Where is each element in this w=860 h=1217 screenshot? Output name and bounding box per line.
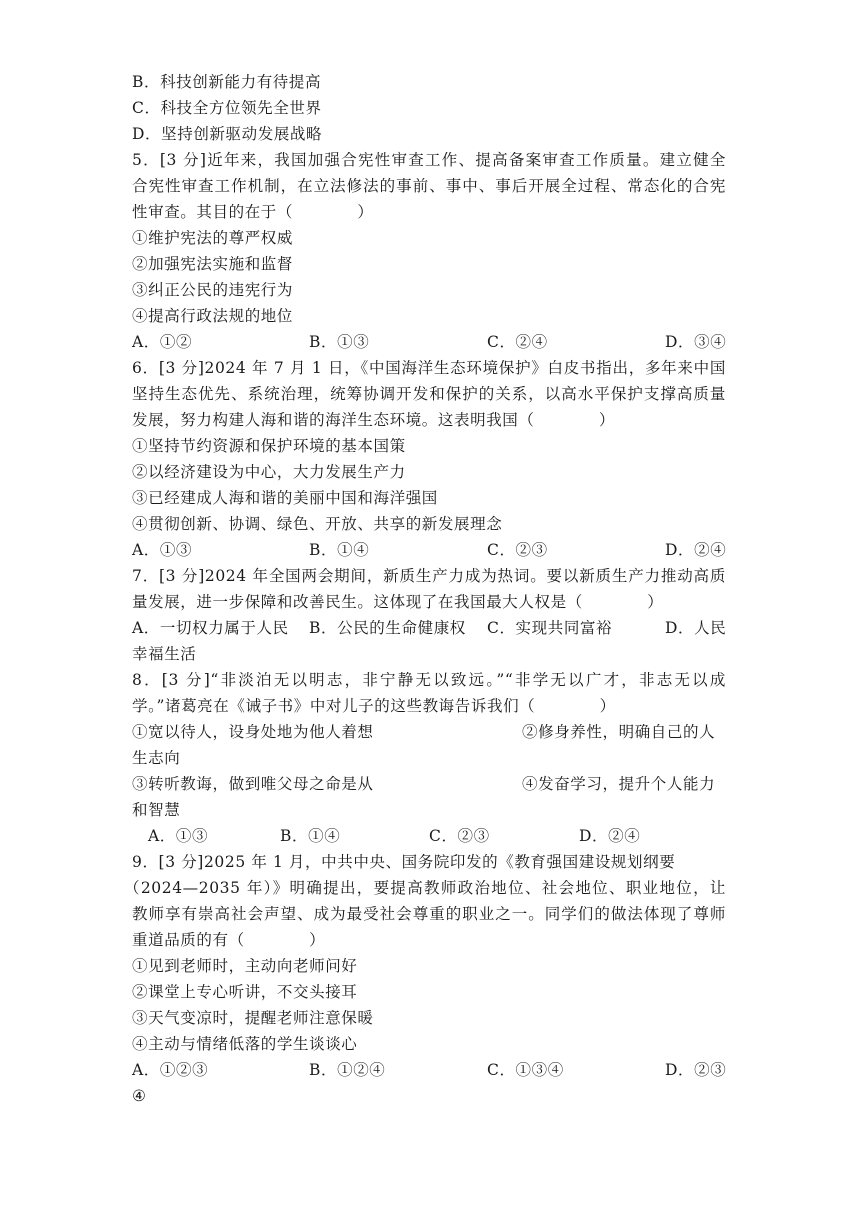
q9-option-d: D．②③ bbox=[665, 1061, 727, 1079]
q9-item-3: ③天气变凉时，提醒老师注意保暖 bbox=[132, 1009, 374, 1027]
q4-option-b: B．科技创新能力有待提高 bbox=[132, 73, 322, 91]
q7-option-d: D．人民 bbox=[665, 619, 727, 637]
q7-option-c: C．实现共同富裕 bbox=[487, 619, 613, 637]
q8-item-1: ①宽以待人，设身处地为他人着想 bbox=[132, 723, 374, 741]
q5-item-2: ②加强宪法实施和监督 bbox=[132, 255, 294, 273]
q8-stem-line-2: 学。”诸葛亮在《诫子书》中对儿子的这些教诲告诉我们（ ） bbox=[132, 697, 616, 715]
q7-stem-line-2: 量发展，进一步保障和改善民生。这体现了在我国最大人权是（ ） bbox=[132, 593, 664, 611]
q6-option-d: D．②④ bbox=[665, 541, 727, 559]
q6-stem-line-1: 6．[3 分]2024 年 7 月 1 日，《中国海洋生态环境保护》白皮书指出，多年来中国 bbox=[132, 359, 726, 377]
q9-item-1: ①见到老师时，主动向老师问好 bbox=[132, 957, 358, 975]
q8-option-c: C．②③ bbox=[429, 827, 490, 845]
q5-stem-line-1: 5．[3 分]近年来，我国加强合宪性审查工作、提高备案审查工作质量。建立健全 bbox=[132, 151, 726, 169]
q9-option-c: C．①③④ bbox=[487, 1061, 564, 1079]
q9-option-b: B．①②④ bbox=[309, 1061, 386, 1079]
q6-option-a: A．①③ bbox=[132, 541, 193, 559]
q5-option-c: C．②④ bbox=[487, 333, 548, 351]
q9-option-a: A．①②③ bbox=[132, 1061, 209, 1079]
q7-option-b: B．公民的生命健康权 bbox=[309, 619, 466, 637]
q8-option-b: B．①④ bbox=[280, 827, 341, 845]
q9-item-4: ④主动与情绪低落的学生谈谈心 bbox=[132, 1035, 358, 1053]
q6-stem-line-2: 坚持生态优先、系统治理，统筹协调开发和保护的关系，以高水平保护支撑高质量 bbox=[132, 385, 726, 403]
q5-item-4: ④提高行政法规的地位 bbox=[132, 307, 294, 325]
q8-item-4: ④发奋学习，提升个人能力 bbox=[522, 775, 716, 793]
q8-item-4-continued: 和智慧 bbox=[132, 801, 181, 819]
q6-item-1: ①坚持节约资源和保护环境的基本国策 bbox=[132, 437, 406, 455]
q9-stem-line-4: 重道品质的有（ ） bbox=[132, 931, 326, 949]
q9-stem-line-1: 9．[3 分]2025 年 1 月，中共中央、国务院印发的《教育强国建设规划纲要 bbox=[132, 853, 676, 871]
q6-option-c: C．②③ bbox=[487, 541, 548, 559]
q6-stem-line-3: 发展，努力构建人海和谐的海洋生态环境。这表明我国（ ） bbox=[132, 411, 616, 429]
q7-stem-line-1: 7．[3 分]2024 年全国两会期间，新质生产力成为热词。要以新质生产力推动高质 bbox=[132, 567, 726, 585]
q5-option-b: B．①③ bbox=[309, 333, 370, 351]
q4-option-d: D．坚持创新驱动发展战略 bbox=[132, 125, 323, 143]
q8-stem-line-1: 8．[3 分]“非淡泊无以明志，非宁静无以致远。”“非学无以广才，非志无以成 bbox=[132, 671, 726, 689]
q8-item-3: ③转听教诲，做到唯父母之命是从 bbox=[132, 775, 374, 793]
q7-option-d-continued: 幸福生活 bbox=[132, 645, 197, 663]
q9-option-d-continued: ④ bbox=[132, 1087, 147, 1105]
q8-option-a: A．①③ bbox=[148, 827, 209, 845]
q8-item-2-continued: 生志向 bbox=[132, 749, 181, 767]
q7-option-a: A．一切权力属于人民 bbox=[132, 619, 289, 637]
q5-option-a: A．①② bbox=[132, 333, 193, 351]
q5-item-3: ③纠正公民的违宪行为 bbox=[132, 281, 294, 299]
q6-item-4: ④贯彻创新、协调、绿色、开放、共享的新发展理念 bbox=[132, 515, 503, 533]
q9-item-2: ②课堂上专心听讲，不交头接耳 bbox=[132, 983, 358, 1001]
q5-option-d: D．③④ bbox=[665, 333, 727, 351]
q6-item-2: ②以经济建设为中心，大力发展生产力 bbox=[132, 463, 406, 481]
q5-item-1: ①维护宪法的尊严权威 bbox=[132, 229, 294, 247]
q5-stem-line-2: 合宪性审查工作机制，在立法修法的事前、事中、事后开展全过程、常态化的合宪 bbox=[132, 177, 726, 195]
q9-stem-line-3: 教师享有崇高社会声望、成为最受社会尊重的职业之一。同学们的做法体现了尊师 bbox=[132, 905, 726, 923]
q8-item-2: ②修身养性，明确自己的人 bbox=[522, 723, 716, 741]
q6-item-3: ③已经建成人海和谐的美丽中国和海洋强国 bbox=[132, 489, 438, 507]
q8-option-d: D．②④ bbox=[579, 827, 641, 845]
q5-stem-line-3: 性审查。其目的在于（ ） bbox=[132, 203, 374, 221]
q9-stem-line-2: （2024—2035 年）》明确提出，要提高教师政治地位、社会地位、职业地位，让 bbox=[124, 879, 726, 897]
q4-option-c: C．科技全方位领先全世界 bbox=[132, 99, 322, 117]
q6-option-b: B．①④ bbox=[309, 541, 370, 559]
